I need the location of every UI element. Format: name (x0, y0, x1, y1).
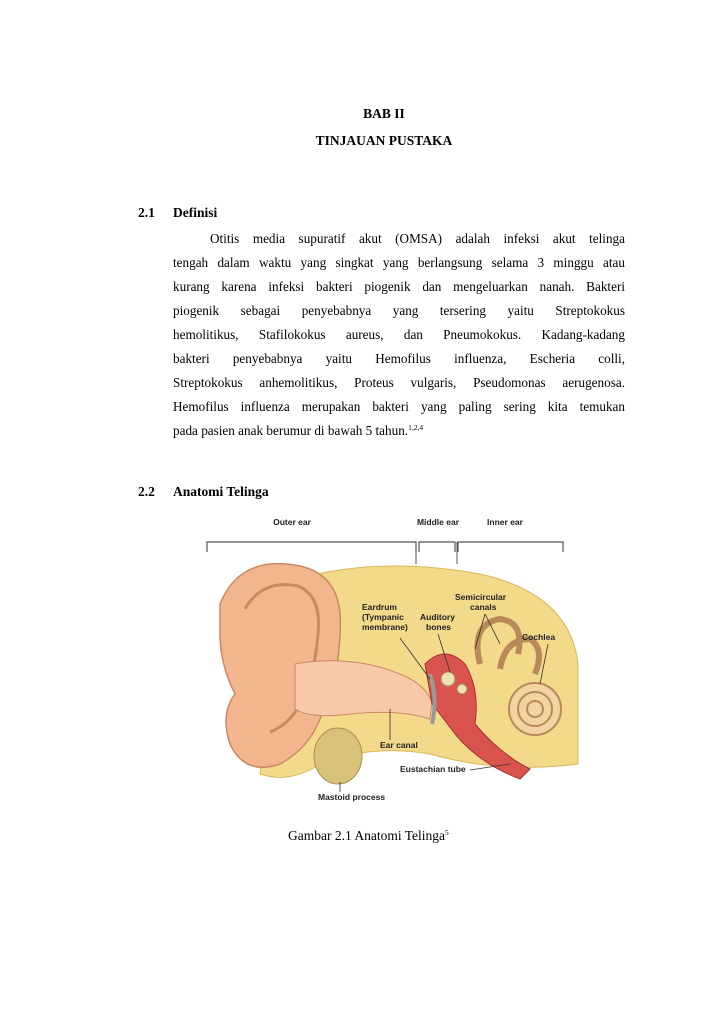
mastoid-process-label: Mastoid process (318, 792, 386, 802)
figure-caption (288, 828, 449, 844)
paragraph-line: Hemofilus influenza merupakan bakteri yang paling sering kita temukan (173, 399, 625, 414)
ear-anatomy-figure (200, 514, 580, 806)
cochlea-label: Cochlea (522, 632, 556, 642)
auditory-bones-label: Auditory bones (420, 612, 455, 632)
eardrum-label: Eardrum (Tympanic membrane) (362, 602, 408, 632)
figure-caption-reference: 5 (445, 828, 449, 837)
paragraph-line: hemolitikus, Stafilokokus aureus, dan Pneumokokus. Kadang-kadang (173, 327, 625, 342)
figure-caption-text: Gambar 2.1 Anatomi Telinga (288, 828, 446, 843)
section-title: Anatomi Telinga (173, 484, 269, 499)
paragraph-line: piogenik sebagai penyebabnya yang tersering yaitu Streptokokus (173, 303, 625, 318)
chapter-label: BAB II (363, 106, 405, 121)
definition-paragraph (173, 227, 625, 443)
eustachian-tube-label: Eustachian tube (400, 764, 466, 774)
outer-ear-label: Outer ear (273, 517, 311, 527)
section-number: 2.2 (138, 484, 155, 499)
ear-canal-label: Ear canal (380, 740, 418, 750)
paragraph-line: kurang karena infeksi bakteri piogenik dan mengeluarkan nanah. Bakteri (173, 279, 625, 294)
semicircular-canals-label: Semicircular canals (455, 592, 507, 612)
paragraph-line: bakteri penyebabnya yaitu Hemofilus influenza, Escheria colli, (173, 351, 625, 366)
paragraph-line-text: pada pasien anak berumur di bawah 5 tahun. (173, 423, 409, 438)
citation-superscript: 1,2,4 (408, 423, 424, 432)
inner-ear-label: Inner ear (487, 517, 523, 527)
section-title: Definisi (173, 205, 218, 220)
ear-anatomy-illustration (200, 514, 580, 806)
chapter-title: TINJAUAN PUSTAKA (315, 133, 453, 148)
paragraph-line: Otitis media supuratif akut (OMSA) adalah infeksi akut telinga (210, 231, 625, 246)
paragraph-line: Streptokokus anhemolitikus, Proteus vulgaris, Pseudomonas aerugenosa. (173, 375, 625, 390)
section-number: 2.1 (138, 205, 155, 220)
paragraph-line: tengah dalam waktu yang singkat yang berlangsung selama 3 minggu atau (173, 255, 625, 270)
middle-ear-label: Middle ear (416, 517, 460, 527)
paragraph-line-last (173, 419, 625, 443)
